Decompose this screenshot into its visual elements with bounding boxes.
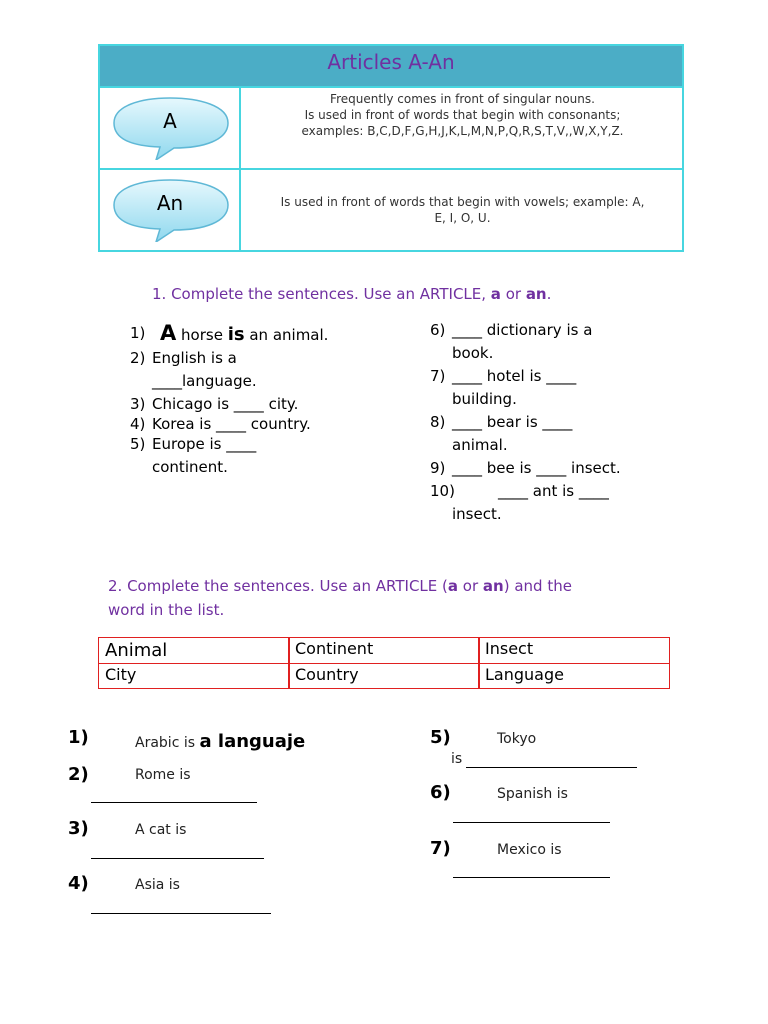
- list-item: [430, 457, 680, 480]
- answer-line-5[interactable]: [466, 767, 637, 768]
- question-5-text: Tokyo: [497, 731, 537, 747]
- word-cell: City: [98, 663, 290, 689]
- section-2-or: or: [458, 577, 483, 595]
- answer-line-6[interactable]: [453, 822, 610, 823]
- answer-line-4[interactable]: [91, 913, 271, 914]
- question-5-text-2: is: [451, 751, 463, 767]
- item-text: English is a: [152, 349, 237, 367]
- section-1-or: or: [500, 285, 526, 303]
- item-text: Korea is ____ country.: [152, 415, 311, 433]
- question-3-text: A cat is: [135, 822, 187, 838]
- info-row-a-description: [243, 88, 682, 171]
- info-row-an-description: [243, 170, 682, 274]
- item-text: Chicago is ____ city.: [152, 395, 299, 413]
- articles-info-table: [98, 44, 684, 252]
- section-1-title: [152, 282, 551, 306]
- info-row-an-label-cell: [100, 170, 241, 250]
- item-text: Europe is ____: [152, 435, 257, 453]
- section-1-article-an: an: [525, 285, 547, 303]
- question-1-text: Arabic is: [135, 735, 200, 751]
- list-item: [130, 347, 390, 393]
- item-number: 2): [130, 349, 146, 367]
- info-row-a: [100, 88, 682, 170]
- info-row-a-label-cell: [100, 88, 241, 168]
- section-1-title-text: 1. Complete the sentences. Use an ARTICLE,: [152, 285, 491, 303]
- list-item: [130, 322, 390, 347]
- section-2-text: 2. Complete the sentences. Use an ARTICLE (: [108, 577, 448, 595]
- list-item: [430, 319, 680, 365]
- info-a-line-2: Is used in front of words that begin with consonants;: [304, 108, 621, 122]
- question-2-number: 2): [68, 764, 89, 785]
- section-2-article-a: a: [447, 577, 459, 595]
- item-text: continent.: [152, 458, 228, 476]
- item-number: 9): [430, 459, 446, 477]
- item-text: insect.: [452, 505, 502, 523]
- section-2-title-line-2: word in the list.: [108, 601, 225, 619]
- example-text-end: an animal.: [244, 326, 329, 344]
- word-cell: Animal: [98, 637, 290, 664]
- answer-line-7[interactable]: [453, 877, 610, 878]
- item-number: 7): [430, 367, 446, 385]
- section-2-title-line-1: [108, 574, 668, 598]
- info-row-an: [100, 170, 682, 250]
- example-article: A: [160, 321, 177, 345]
- item-number: 5): [130, 435, 146, 453]
- question-1-answer: a languaje: [199, 731, 306, 752]
- word-cell: Insect: [478, 637, 670, 664]
- question-5-number: 5): [430, 727, 451, 748]
- question-1: [135, 731, 305, 752]
- question-2-text: Rome is: [135, 767, 191, 783]
- item-text: ____ ant is ____: [498, 482, 609, 500]
- section-2-text-end: ) and the: [503, 577, 572, 595]
- question-6-number: 6): [430, 782, 451, 803]
- speech-bubble-a: [112, 96, 232, 164]
- item-text: ____ dictionary is a: [452, 321, 593, 339]
- item-number: 4): [130, 415, 146, 433]
- item-number: 6): [430, 321, 446, 339]
- question-3-number: 3): [68, 818, 89, 839]
- example-verb: is: [227, 324, 245, 345]
- info-title: Articles A-An: [100, 46, 682, 88]
- section-1-suffix: .: [546, 285, 552, 303]
- exercise-1-right-list: [430, 319, 680, 526]
- exercise-1-left-list: [130, 322, 390, 479]
- section-1-article-a: a: [490, 285, 501, 303]
- speech-bubble-an: [112, 178, 232, 246]
- word-list-table: [98, 637, 670, 689]
- item-text: building.: [452, 390, 517, 408]
- answer-line-2[interactable]: [91, 802, 257, 803]
- list-item: [430, 480, 680, 526]
- word-cell: Continent: [288, 637, 480, 664]
- item-number: 10): [430, 482, 455, 500]
- info-an-line-1: Is used in front of words that begin with vowels; example: A,: [280, 195, 645, 209]
- bubble-label-an: An: [156, 191, 184, 215]
- example-text: horse: [176, 326, 228, 344]
- item-text: book.: [452, 344, 494, 362]
- question-7-text: Mexico is: [497, 842, 562, 858]
- question-4-text: Asia is: [135, 877, 180, 893]
- info-a-line-3: examples: B,C,D,F,G,H,J,K,L,M,N,P,Q,R,S,T,V,,W,X,Y,Z.: [301, 124, 624, 138]
- question-7-number: 7): [430, 838, 451, 859]
- item-text: animal.: [452, 436, 508, 454]
- list-item: [130, 433, 390, 479]
- section-2-title: [108, 574, 668, 622]
- item-text: ____ bee is ____ insect.: [452, 459, 621, 477]
- answer-line-3[interactable]: [91, 858, 264, 859]
- section-2-article-an: an: [482, 577, 504, 595]
- question-1-number: 1): [68, 727, 89, 748]
- item-text: ____ bear is ____: [452, 413, 573, 431]
- item-text: ____language.: [152, 372, 257, 390]
- list-item: [430, 411, 680, 457]
- item-number: 3): [130, 395, 146, 413]
- word-cell: Language: [478, 663, 670, 689]
- question-6-text: Spanish is: [497, 786, 568, 802]
- item-number: 8): [430, 413, 446, 431]
- item-number: 1): [130, 324, 146, 342]
- question-4-number: 4): [68, 873, 89, 894]
- bubble-label-a: A: [163, 109, 177, 133]
- info-a-line-1: Frequently comes in front of singular nouns.: [330, 92, 595, 106]
- item-text: ____ hotel is ____: [452, 367, 577, 385]
- info-an-line-2: E, I, O, U.: [434, 211, 491, 225]
- list-item: [430, 365, 680, 411]
- word-cell: Country: [288, 663, 480, 689]
